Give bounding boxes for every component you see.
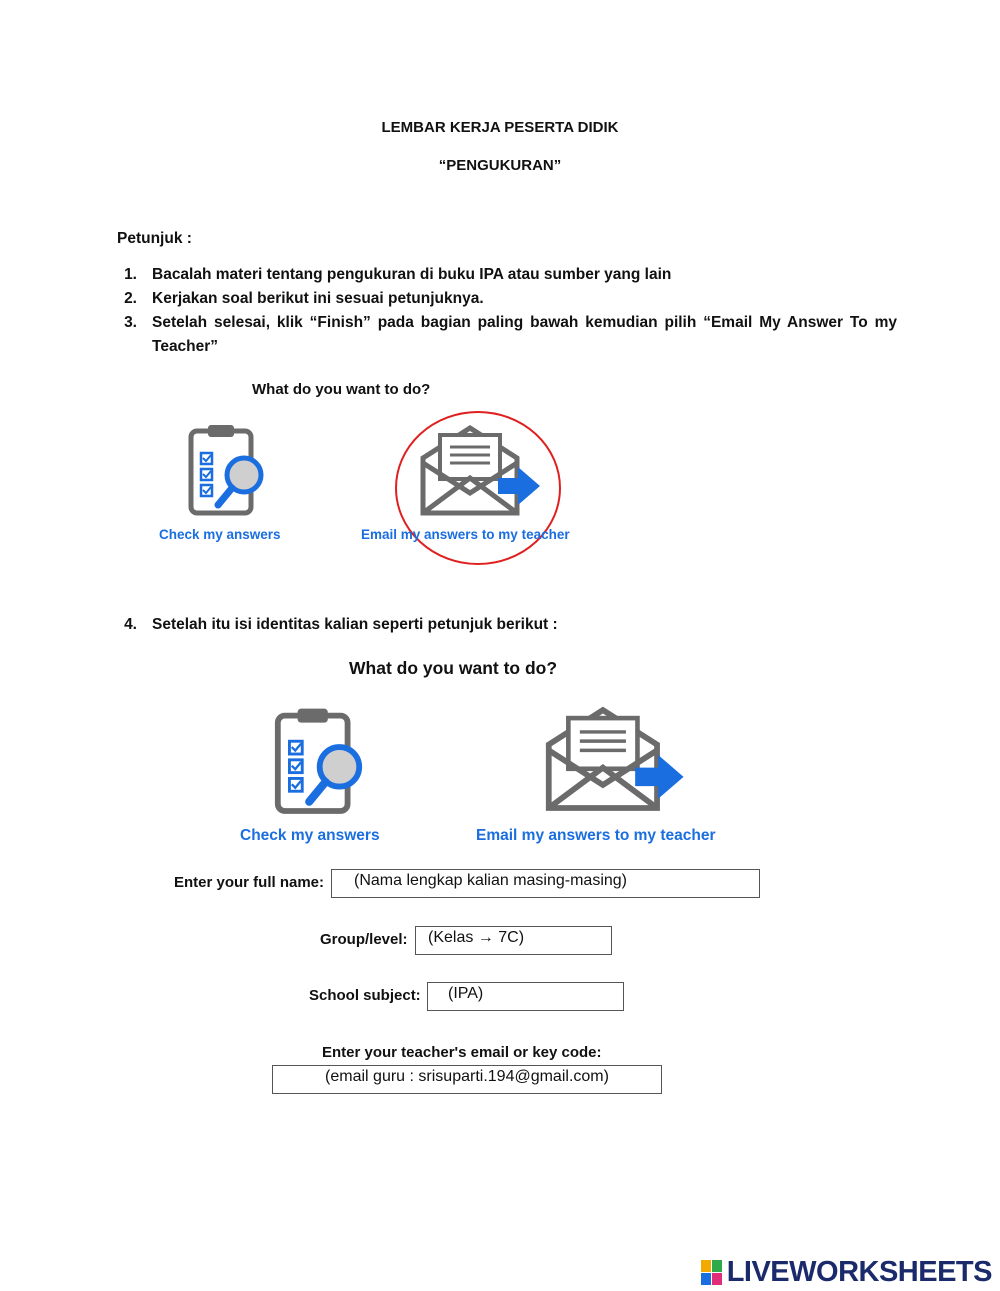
group-level-field[interactable]: (Kelas → 7C) bbox=[415, 926, 612, 955]
figure1-question: What do you want to do? bbox=[252, 381, 431, 398]
full-name-field[interactable]: (Nama lengkap kalian masing-masing) bbox=[331, 869, 760, 898]
list-item: Kerjakan soal berikut ini sesuai petunjuknya. bbox=[152, 290, 484, 307]
clipboard-search-icon bbox=[186, 423, 272, 517]
list-item-number: 4. bbox=[124, 616, 137, 633]
instructions-label: Petunjuk : bbox=[117, 230, 192, 247]
check-answers-option[interactable]: Check my answers bbox=[159, 527, 281, 542]
list-item: Setelah selesai, klik “Finish” pada bagian paling bawah kemudian pilih “Email My Answer To my Teacher” bbox=[152, 314, 897, 355]
brand-name: LIVEWORKSHEETS bbox=[726, 1256, 992, 1288]
full-name-label: Enter your full name: bbox=[174, 874, 325, 891]
list-item-number: 3. bbox=[124, 314, 137, 331]
figure2-question: What do you want to do? bbox=[349, 658, 558, 678]
school-subject-field[interactable]: (IPA) bbox=[427, 982, 624, 1011]
page-title: LEMBAR KERJA PESERTA DIDIK bbox=[381, 119, 619, 136]
check-answers-option[interactable]: Check my answers bbox=[240, 827, 380, 844]
group-level-label: Group/level: bbox=[320, 931, 408, 948]
email-answers-option[interactable]: Email my answers to my teacher bbox=[361, 527, 570, 542]
teacher-email-label: Enter your teacher's email or key code: bbox=[322, 1044, 602, 1061]
email-answers-option[interactable]: Email my answers to my teacher bbox=[476, 827, 716, 844]
email-send-icon bbox=[543, 704, 687, 814]
page-subtitle: “PENGUKURAN” bbox=[438, 157, 562, 174]
highlight-circle bbox=[393, 409, 563, 567]
clipboard-search-icon bbox=[272, 706, 372, 816]
school-subject-label: School subject: bbox=[309, 987, 421, 1004]
liveworksheets-logo bbox=[701, 1256, 992, 1289]
list-item-number: 2. bbox=[124, 290, 137, 307]
list-item: Bacalah materi tentang pengukuran di buku IPA atau sumber yang lain bbox=[152, 266, 672, 283]
logo-blocks-icon bbox=[701, 1260, 723, 1286]
teacher-email-field[interactable]: (email guru : srisuparti.194@gmail.com) bbox=[272, 1065, 662, 1094]
list-item-number: 1. bbox=[124, 266, 137, 283]
list-item: Setelah itu isi identitas kalian seperti petunjuk berikut : bbox=[152, 616, 558, 633]
